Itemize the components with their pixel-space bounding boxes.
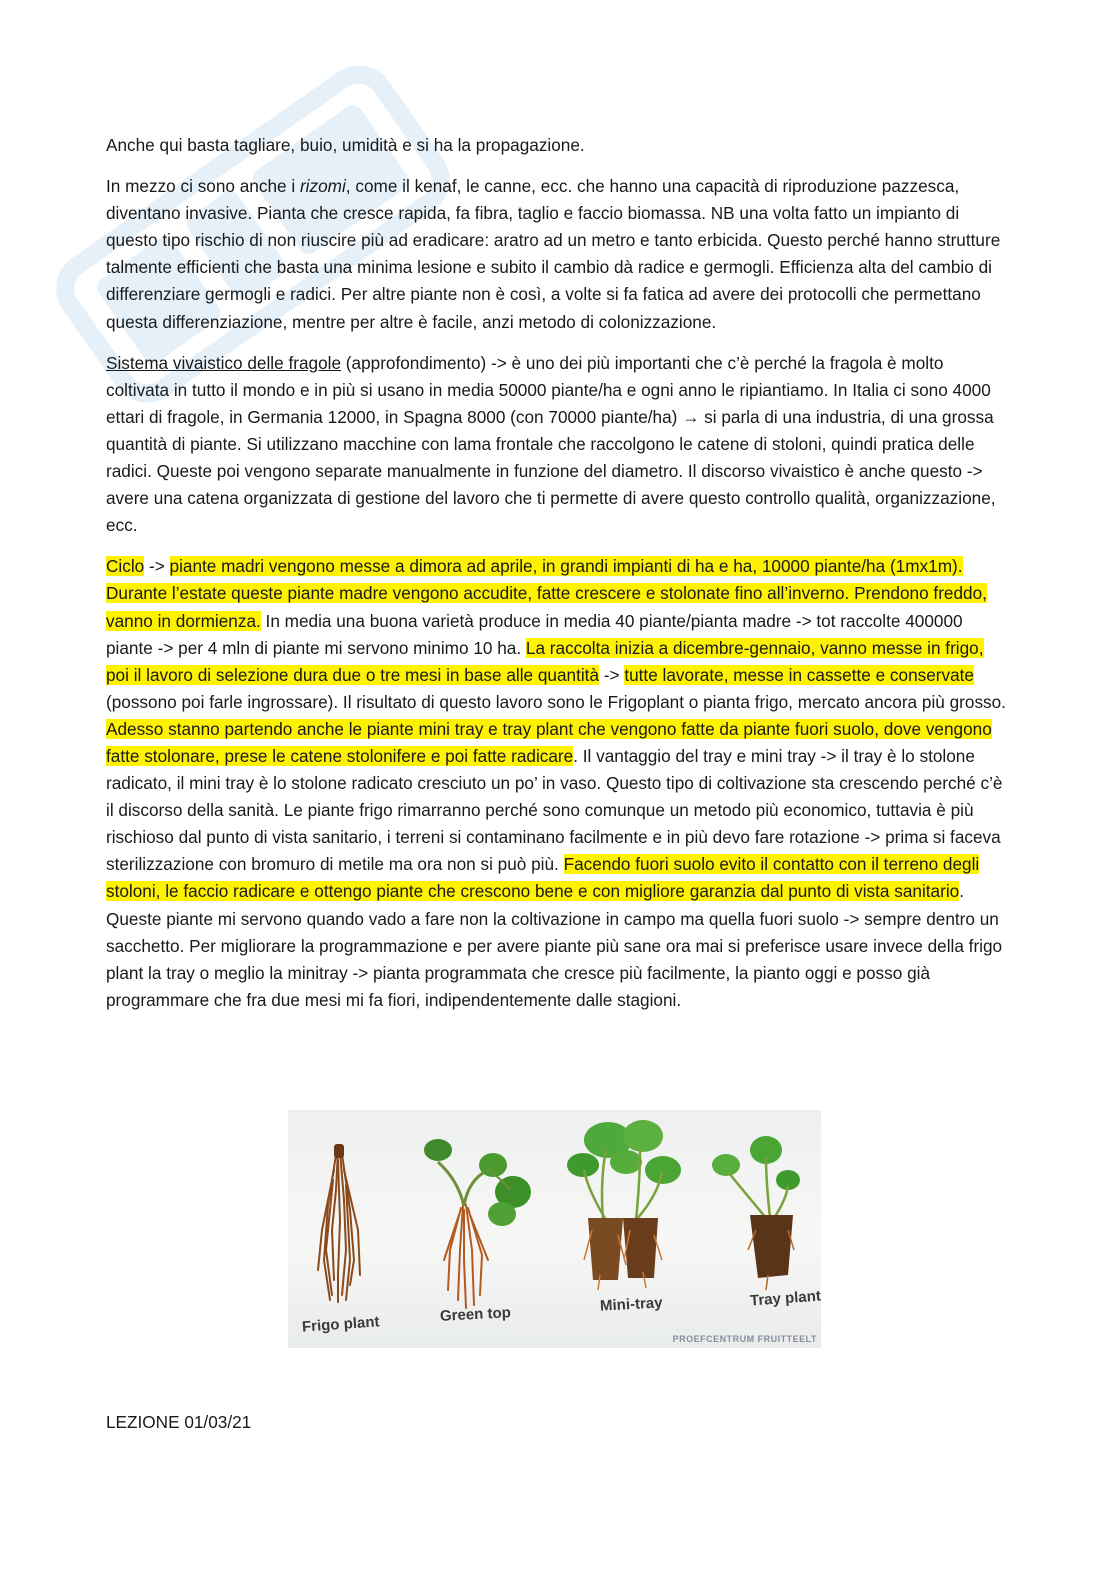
plants-illustration <box>288 1110 821 1348</box>
highlight-raccolta: La raccolta inizia a dicembre-gennaio, vanno messe in frigo, poi il lavoro di selezione dura due o tre mesi in base alle quantità <box>106 637 984 685</box>
mini-tray-image <box>567 1120 681 1290</box>
caption-green-top: Green top <box>439 1304 512 1325</box>
caption-mini-tray: Mini-tray <box>599 1294 663 1315</box>
strawberry-plants-figure <box>288 1110 821 1348</box>
highlight-lavorate: tutte lavorate, messe in cassette e conservate <box>624 664 974 685</box>
section-heading-fragole: Sistema vivaistico delle fragole <box>106 352 342 373</box>
highlight-ciclo: Ciclo <box>106 556 145 577</box>
green-top-image <box>424 1139 531 1308</box>
highlight-mini-tray: Adesso stanno partendo anche le piante mini tray e tray plant che vengono fatte da piante fuori suolo, dove vengono fatte stolonare, prese le catene stolonifere e poi fatte radicare <box>106 718 992 766</box>
paragraph-ciclo: Ciclo -> piante madri vengono messe a dimora ad aprile, in grandi impianti di ha e ha, 10000 piante/ha (1mx1m). Durante l’estate queste piante madre vengono accudite, fatte crescere e stolonate fino all’inverno. Prendono freddo, vanno in dormienza. In media una buona varietà produce in media 40 piante/pianta madre -> tot raccolte 400000 piante -> per 4 mln di piante mi servono minimo 10 ha. La raccolta inizia a dicembre-gennaio, vanno messe in frigo, poi il lavoro di selezione dura due o tre mesi in base alle quantità -> tutte lavorate, messe in cassette e conservate (possono poi farle ingrossare). Il risultato di questo lavoro sono le Frigoplant o pianta frigo, mercato ancora più grosso. Adesso stanno partendo anche le piante mini tray e tray plant che vengono fatte da piante fuori suolo, dove vengono fatte stolonare, prese le catene stolonifere e poi fatte radicare. Il vantaggio del tray e mini tray -> il tray è lo stolone radicato, il mini tray è lo stolone radicato cresciuto un po’ in vaso. Questo tipo di coltivazione sta crescendo perché c’è il discorso della sanità. Le piante frigo rimarranno perché sono comunque un metodo più economico, tuttavia è più rischioso dal punto di vista sanitario, i terreni si contaminano facilmente e in più devo fare rotazione -> prima si faceva sterilizzazione con bromuro di metile ma ora non si può più. Facendo fuori suolo evito il contatto con il terreno degli stoloni, le faccio radicare e ottengo piante che crescono bene e con migliore garanzia dal punto di vista sanitario. Queste piante mi servono quando vado a fare non la coltivazione in campo ma quella fuori suolo -> sempre dentro un sacchetto. Per migliorare la programmazione e per avere piante più sane ora mai si preferisce usare invece della frigo plant la tray o meglio la minitray -> pianta programmata che cresce più facilmente, la pianto oggi e posso già programmare che fra due mesi mi fa fiori, indipendentemente dalle stagioni. <box>106 556 1006 1010</box>
paragraph-fragole: Sistema vivaistico delle fragole (approfondimento) -> è uno dei più importanti che c’è perché la fragola è molto coltivata in tutto il mondo e in più si usano in media 50000 piante/ha e ogni anno le ripiantiamo. In Italia ci sono 4000 ettari di fragole, in Germania 12000, in Spagna 8000 (con 70000 piante/ha) → si parla di una industria, di una grossa quantità di piante. Si utilizzano macchine con lama frontale che raccolgono le catene di stoloni, quindi pratica delle radici. Queste poi vengono separate manualmente in funzione del diametro. Il discorso vivaistico è anche questo -> avere una catena organizzata di gestione del lavoro che ti permette di avere questo controllo qualità, organizzazione, ecc. <box>106 352 996 536</box>
paragraph-rizomi: In mezzo ci sono anche i rizomi, come il kenaf, le canne, ecc. che hanno una capacità di riproduzione pazzesca, diventano invasive. Pianta che cresce rapida, fa fibra, taglio e faccio biomassa. NB una volta fatto un impianto di questo tipo rischio di non riuscire più ad eradicare: aratro ad un metro e tanto erbicida. Questo perché hanno strutture talmente efficienti che basta una minima lesione e subito il cambio dà radice e germogli. Efficienza alta del cambio di differenziare germogli e radici. Per altre piante non è così, a volte si fa fatica ad avere dei protocolli che permettano questa differenziazione, mentre per altre è facile, anzi metodo di colonizzazione. <box>106 176 1001 332</box>
caption-tray-plant: Tray plant <box>749 1287 821 1310</box>
emphasis-rizomi: rizomi <box>299 176 346 197</box>
arrow-icon: → <box>682 406 700 427</box>
lesson-footer: LEZIONE 01/03/21 <box>106 1412 252 1432</box>
frigo-plant-image <box>318 1150 360 1302</box>
highlight-fuori-suolo: Facendo fuori suolo evito il contatto con il terreno degli stoloni, le faccio radicare e ottengo piante che crescono bene e con migliore garanzia dal punto di vista sanitario <box>106 854 980 902</box>
highlight-piante-madri: piante madri vengono messe a dimora ad aprile, in grandi impianti di ha e ha, 10000 piante/ha (1mx1m). Durante l’estate queste piante madre vengono accudite, fatte crescere e stolonate fino all’inverno. Prendono freddo, vanno in dormienza. <box>106 556 987 631</box>
tray-plant-image <box>712 1136 800 1290</box>
document-body <box>106 132 1006 1028</box>
paragraph-1: Anche qui basta tagliare, buio, umidità e si ha la propagazione. <box>106 135 585 155</box>
image-credit: PROEFCENTRUM FRUITTEELT <box>672 1334 817 1344</box>
caption-frigo-plant: Frigo plant <box>301 1313 380 1336</box>
